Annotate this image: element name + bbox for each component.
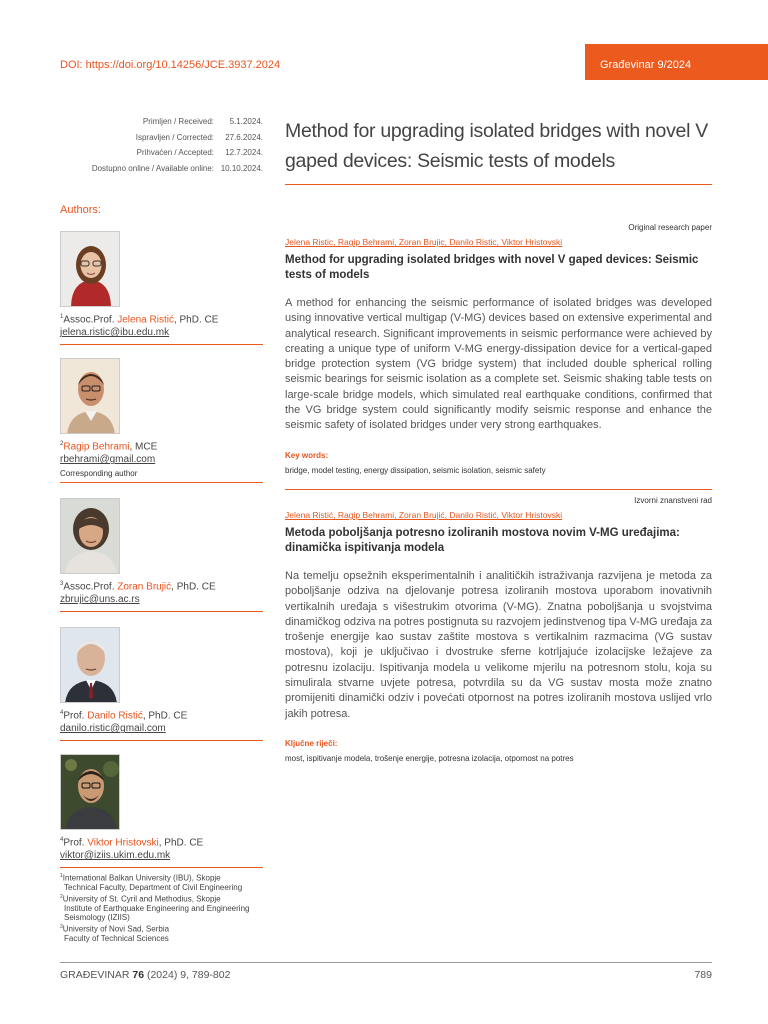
paper-type: Izvorni znanstveni rad bbox=[634, 496, 712, 505]
portrait-icon bbox=[61, 755, 120, 830]
author-email[interactable]: viktor@iziis.ukim.edu.mk bbox=[60, 850, 171, 862]
authors-line[interactable]: Jelena Ristic, Ragip Behrami, Zoran Brujic, Danilo Ristic, Viktor Hristovski bbox=[285, 237, 563, 247]
author-name: Zoran Brujić bbox=[117, 581, 172, 593]
dates-block bbox=[60, 114, 263, 176]
author-card-4 bbox=[60, 627, 263, 741]
author-photo-zoran bbox=[60, 498, 120, 574]
english-abstract-section bbox=[285, 223, 712, 475]
authors-line[interactable]: Jelena Ristić, Ragip Behrami, Zoran Brujić, Danilo Ristić, Viktor Hristovski bbox=[285, 510, 563, 520]
author-divider bbox=[60, 611, 263, 612]
author-email[interactable]: danilo.ristic@gmail.com bbox=[60, 723, 166, 735]
date-corrected: Ispravljen / Corrected: 27.6.2024. bbox=[135, 132, 263, 142]
authors-heading: Authors: bbox=[60, 204, 101, 216]
paper-title: Metoda poboljšanja potresno izoliranih mostova novim V-MG uređajima: dinamička ispitivanja modela bbox=[285, 527, 680, 554]
author-name: Danilo Ristić bbox=[87, 710, 143, 722]
page-title: Method for upgrading isolated bridges with novel V gaped devices: Seismic tests of models bbox=[285, 120, 708, 172]
author-divider bbox=[60, 867, 263, 868]
author-name-line: $^1$Assoc.Prof. Jelena Ristić, PhD. CE bbox=[60, 314, 219, 326]
abstract-text: Na temelju opsežnih eksperimentalnih i analitičkih istraživanja razvijena je metoda za poboljšanje odziva na djelovanje potresa izoliranih mostova uporabom inovativnih vertikalnih uređaja s višestrukim otvorima (V-MG). Znatna poboljšanja u svojstvima dinamičkog odziva na potres postignuta su razvojem jedinstvenog tipa V-MG uređaja za trošenje energije kao sustav zaštite mostova s vertikalnim razmacima (VG sustav mostova), koji je uključivao i dvostruke sferne kotrljajuće izolacijske ležajeve za potresnu izolaciju. Ispitivanja modela u velikome mjerilu na potresnom stolu, koja su simulirala stvarne uvjete potresa, potvrdila su da VG sustav mosta može znatno promijeniti dinamički odziv i povećati otpornost na potres izoliranih mostova uslijed vrlo jakih potresa. bbox=[285, 570, 712, 720]
author-name: Ragip Behrami bbox=[63, 441, 130, 453]
author-email[interactable]: rbehrami@gmail.com bbox=[60, 454, 156, 466]
date-accepted: Prihvaćen / Accepted: 12.7.2024. bbox=[136, 148, 263, 157]
author-divider bbox=[60, 740, 263, 741]
author-card-2 bbox=[60, 358, 263, 483]
abstract-text: A method for enhancing the seismic performance of isolated bridges was developed using innovative vertical multigap (V-MG) devices based on extensive experimental and analytical research. Significant improvements in seismic performance were achieved by creating a unique type of uniform V-MG energy-dissipation device for a vertical-gaped bridge protection system (VG bridge system) that included double spherical rolling seismic bearings for seismic isolation as a complete set. Seismic shaking table tests on large-scale bridge models, which simulated real earthquake conditions, confirmed that the VG bridge system could significantly modify seismic response and enhance the seismic safety of isolated bridges under very strong earthquakes. bbox=[285, 297, 712, 432]
date-received: Primljen / Received: 5.1.2024. bbox=[142, 117, 263, 126]
keywords-label: Ključne riječi: bbox=[285, 738, 338, 748]
author-photo-viktor bbox=[60, 754, 120, 830]
keywords: bridge, model testing, energy dissipation, seismic isolation, seismic safety bbox=[285, 465, 546, 475]
author-card-5 bbox=[60, 754, 263, 868]
author-name-line: $^2$Ragip Behrami, MCE bbox=[60, 441, 158, 453]
author-name-line: $^4$Prof. Danilo Ristić, PhD. CE bbox=[60, 710, 188, 722]
portrait-icon bbox=[61, 628, 120, 703]
author-name-line: $^4$Prof. Viktor Hristovski, PhD. CE bbox=[60, 837, 204, 849]
footer-divider bbox=[60, 962, 712, 963]
affiliation-item: $^3$University of Novi Sad, Serbia bbox=[60, 923, 170, 934]
author-card-1 bbox=[60, 231, 263, 345]
author-name: Viktor Hristovski bbox=[87, 837, 159, 849]
keywords-label: Key words: bbox=[285, 450, 329, 460]
author-divider bbox=[60, 482, 263, 483]
author-name-line: $^3$Assoc.Prof. Zoran Brujić, PhD. CE bbox=[60, 581, 216, 593]
section-divider bbox=[285, 489, 712, 490]
title-divider bbox=[285, 184, 712, 185]
author-divider bbox=[60, 344, 263, 345]
portrait-icon bbox=[61, 359, 120, 434]
paper-title: Method for upgrading isolated bridges with novel V gaped devices: Seismic tests of models bbox=[285, 254, 699, 281]
author-card-3 bbox=[60, 498, 263, 612]
affiliations: $^1$International Balkan University (IBU), Skopje Technical Faculty, Department of Civil Engineering $^2$University of St. Cyril and Methodius, Skopje Institute of Earthquake Engineering and Engineering Seismology (IZIIS) $^3$University of Novi Sad, Serbia Faculty of Technical Sciences bbox=[60, 872, 270, 943]
author-email[interactable]: jelena.ristic@ibu.edu.mk bbox=[60, 327, 170, 339]
author-email[interactable]: zbrujic@uns.ac.rs bbox=[60, 594, 140, 606]
page-number: 789 bbox=[694, 969, 712, 981]
author-photo-danilo bbox=[60, 627, 120, 703]
journal-issue-tag: Građevinar 9/2024 bbox=[585, 44, 768, 80]
corresponding-author-note: Corresponding author bbox=[60, 469, 138, 479]
croatian-abstract-section bbox=[285, 496, 712, 763]
author-photo-ragip bbox=[60, 358, 120, 434]
doi-link[interactable]: DOI: https://doi.org/10.14256/JCE.3937.2024 bbox=[60, 59, 281, 71]
date-online: Dostupno online / Available online: 10.10.2024. bbox=[91, 163, 263, 173]
footer-citation: GRAĐEVINAR 76 (2024) 9, 789-802 bbox=[60, 969, 231, 981]
paper-type: Original research paper bbox=[628, 223, 712, 232]
portrait-icon bbox=[61, 232, 120, 307]
author-name: Jelena Ristić bbox=[117, 314, 174, 326]
keywords: most, ispitivanje modela, trošenje energije, potresna izolacija, otpornost na potres bbox=[285, 753, 574, 763]
affiliation-item: $^2$University of St. Cyril and Methodius, Skopje bbox=[60, 893, 221, 904]
portrait-icon bbox=[61, 499, 120, 574]
affiliation-item: $^1$International Balkan University (IBU), Skopje bbox=[60, 873, 221, 883]
author-photo-jelena bbox=[60, 231, 120, 307]
